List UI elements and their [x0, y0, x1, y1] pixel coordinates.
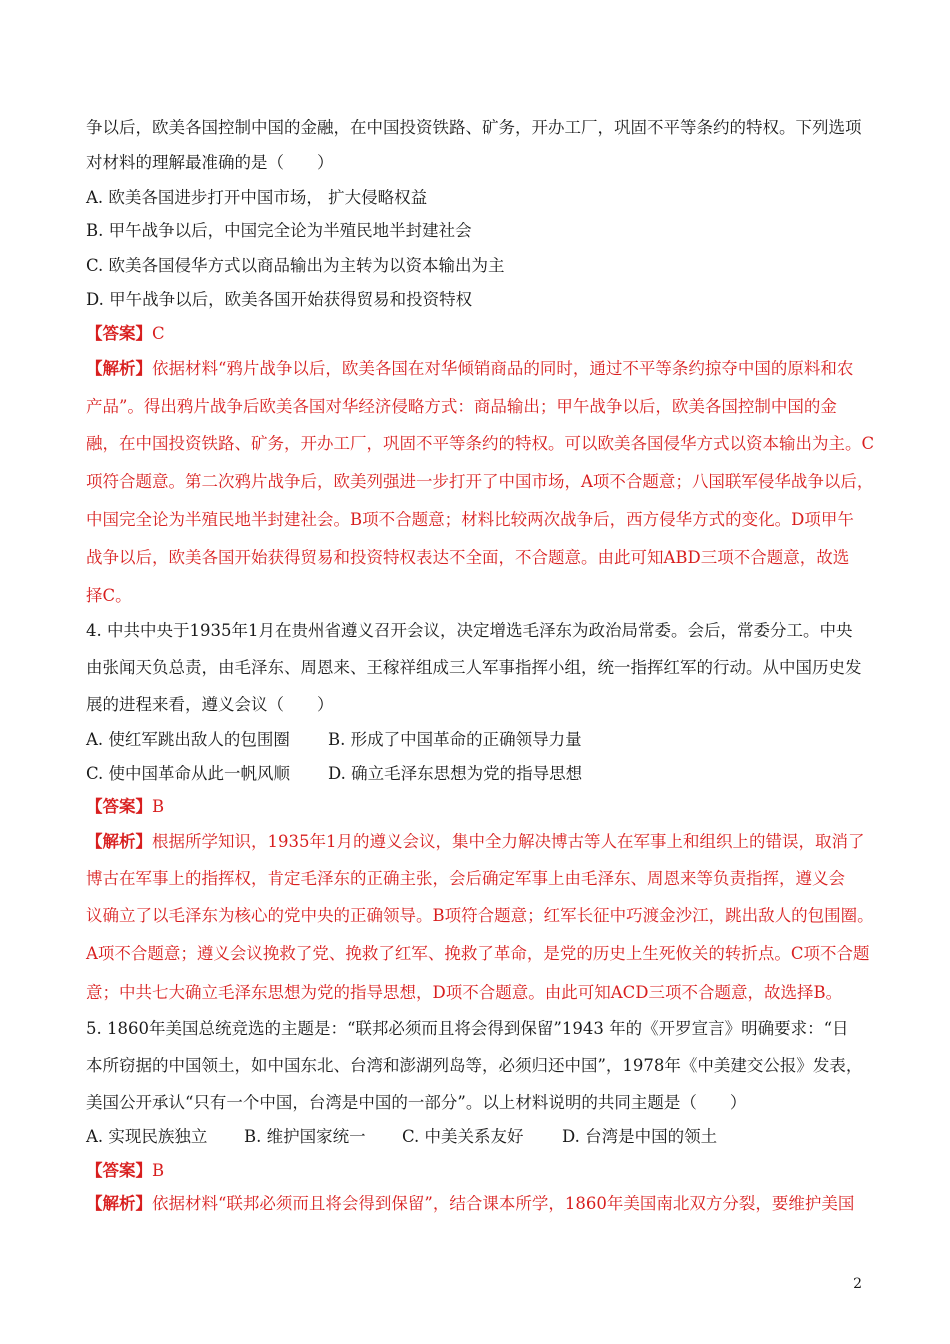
q4-stem-line-2: 由张闻天负总责，由毛泽东、周恩来、王稼祥组成三人军事指挥小组，统一指挥红军的行动。从中国历史发 [86, 658, 862, 677]
answer-value: B [152, 1161, 165, 1180]
q3-option-a: A. 欧美各国进步打开中国市场， 扩大侵略权益 [86, 188, 428, 207]
answer-tag: 【答案】 [86, 797, 152, 816]
q3-stem-line-2: 对材料的理解最准确的是（ ） [86, 153, 334, 172]
q4-analysis-line-4: A项不合题意；遵义会议挽救了党、挽救了红军、挽救了革命，是党的历史上生死攸关的转折点。C项不合题 [86, 944, 870, 963]
q5-stem-line-3: 美国公开承认“只有一个中国，台湾是中国的一部分”。以上材料说明的共同主题是（ ） [86, 1093, 747, 1112]
answer-tag: 【答案】 [86, 1161, 152, 1180]
q5-stem-line-2: 本所窃据的中国领土，如中国东北、台湾和澎湖列岛等，必须归还中国”，1978年《中美建交公报》发表， [86, 1056, 863, 1075]
answer-tag: 【答案】 [86, 324, 152, 343]
q5-option-a: A. 实现民族独立 [86, 1127, 208, 1146]
q5-analysis-line-1: 【解析】依据材料“联邦必须而且将会得到保留”，结合课本所学，1860年美国南北双方分裂，要维护美国 [86, 1194, 855, 1213]
q3-analysis-line-5: 中国完全论为半殖民地半封建社会。B项不合题意；材料比较两次战争后，西方侵华方式的变化。D项甲午 [86, 510, 854, 529]
q5-option-b: B. 维护国家统一 [244, 1127, 366, 1146]
q3-analysis-line-1: 【解析】依据材料“鸦片战争以后，欧美各国在对华倾销商品的同时，通过不平等条约掠夺中国的原料和农 [86, 359, 854, 378]
q4-option-b: B. 形成了中国革命的正确领导力量 [328, 730, 582, 749]
analysis-tag: 【解析】 [86, 359, 152, 378]
q4-option-a: A. 使红军跳出敌人的包围圈 [86, 730, 290, 749]
q5-option-c: C. 中美关系友好 [402, 1127, 524, 1146]
q3-analysis-line-2: 产品”。得出鸦片战争后欧美各国对华经济侵略方式：商品输出；甲午战争以后，欧美各国控制中国的金 [86, 397, 837, 416]
q3-stem-line-1: 争以后，欧美各国控制中国的金融，在中国投资铁路、矿务，开办工厂，巩固不平等条约的特权。下列选项 [86, 118, 862, 137]
q3-answer [86, 324, 866, 344]
q3-option-b: B. 甲午战争以后，中国完全论为半殖民地半封建社会 [86, 221, 472, 240]
q5-answer [86, 1161, 866, 1181]
answer-value: B [152, 797, 165, 816]
q5-stem-line-1: 5. 1860年美国总统竞选的主题是：“联邦必须而且将会得到保留”1943 年的《开罗宣言》明确要求：“日 [86, 1019, 849, 1038]
q3-option-c: C. 欧美各国侵华方式以商品输出为主转为以资本输出为主 [86, 256, 505, 275]
q4-stem-line-1: 4. 中共中央于1935年1月在贵州省遵义召开会议，决定增选毛泽东为政治局常委。会后，常委分工。中央 [86, 621, 853, 640]
q4-analysis-line-3: 议确立了以毛泽东为核心的党中央的正确领导。B项符合题意；红军长征中巧渡金沙江，跳出敌人的包围圈。 [86, 906, 874, 925]
q4-answer [86, 797, 866, 817]
q3-analysis-line-6: 战争以后，欧美各国开始获得贸易和投资特权表达不全面，不合题意。由此可知ABD三项不合题意，故选 [86, 548, 850, 567]
q4-option-c: C. 使中国革命从此一帆风顺 [86, 764, 291, 783]
q4-analysis-line-5: 意；中共七大确立毛泽东思想为党的指导思想，D项不合题意。由此可知ACD三项不合题意，故选择B。 [86, 983, 843, 1002]
q3-option-d: D. 甲午战争以后，欧美各国开始获得贸易和投资特权 [86, 290, 473, 309]
analysis-tag: 【解析】 [86, 1194, 152, 1213]
q4-option-d: D. 确立毛泽东思想为党的指导思想 [328, 764, 583, 783]
q4-analysis-line-1: 【解析】根据所学知识，1935年1月的遵义会议，集中全力解决博古等人在军事上和组织上的错误，取消了 [86, 832, 865, 851]
q4-analysis-line-2: 博古在军事上的指挥权，肯定毛泽东的正确主张，会后确定军事上由毛泽东、周恩来等负责指挥，遵义会 [86, 869, 845, 888]
q3-analysis-line-7: 择C。 [86, 586, 132, 605]
answer-value: C [152, 324, 165, 343]
q3-analysis-line-3: 融，在中国投资铁路、矿务，开办工厂，巩固不平等条约的特权。可以欧美各国侵华方式以资本输出为主。C [86, 434, 875, 453]
analysis-tag: 【解析】 [86, 832, 152, 851]
page-number: 2 [853, 1276, 862, 1292]
q3-analysis-line-4: 项符合题意。第二次鸦片战争后，欧美列强进一步打开了中国市场，A项不合题意；八国联军侵华战争以后， [86, 472, 874, 491]
q4-stem-line-3: 展的进程来看，遵义会议（ ） [86, 695, 334, 714]
q5-option-d: D. 台湾是中国的领土 [562, 1127, 718, 1146]
